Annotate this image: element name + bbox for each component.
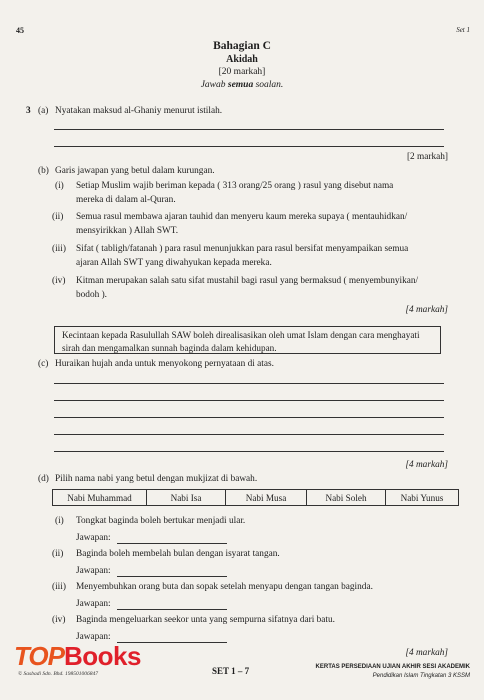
- answer-line[interactable]: [117, 543, 227, 544]
- q3b-item-line2: mereka di dalam al-Quran.: [76, 195, 176, 205]
- q3b-item-num: (i): [55, 181, 64, 191]
- q3b-item-line2: bodoh ).: [76, 290, 107, 300]
- q3b-item-line1: Semua rasul membawa ajaran tauhid dan menyeru kaum mereka supaya ( mentauhidkan/: [76, 212, 408, 222]
- q3d-item-text: Tongkat baginda boleh bertukar menjadi ular.: [76, 516, 246, 526]
- q3d-item-text: Baginda boleh membelah bulan dengan isyarat tangan.: [76, 549, 280, 559]
- set-label: Set 1: [456, 26, 470, 34]
- q3b-item-line1: Sifat ( tabligh/fatanah ) para rasul menunjukkan para rasul bersifat menyampaikan semua: [76, 244, 409, 254]
- q3a-text: Nyatakan maksud al-Ghaniy menurut istilah.: [55, 106, 223, 116]
- answer-line[interactable]: [117, 576, 227, 577]
- q3c-marks: [4 markah]: [405, 460, 448, 470]
- answer-line[interactable]: [54, 146, 444, 147]
- publisher-credit: © Sasbadi Sdn. Bhd. 198501006847: [18, 671, 98, 677]
- section-subtitle: Akidah: [226, 54, 258, 65]
- exam-subject: Pendidikan Islam Tingkatan 3 KSSM: [372, 673, 470, 679]
- exam-title: KERTAS PERSEDIAAN UJIAN AKHIR SESI AKADEMIK: [315, 664, 470, 670]
- answer-line[interactable]: [54, 400, 444, 401]
- answer-label: Jawapan:: [76, 533, 111, 543]
- answer-label: Jawapan:: [76, 566, 111, 576]
- q3b-text: Garis jawapan yang betul dalam kurungan.: [55, 166, 215, 176]
- q3d-item-num: (iii): [52, 582, 66, 592]
- section-title: Bahagian C: [213, 40, 271, 52]
- option-cell: Nabi Soleh: [307, 490, 386, 506]
- q3b-marks: [4 markah]: [405, 305, 448, 315]
- topbooks-logo: TOPBooks: [14, 641, 141, 671]
- answer-line[interactable]: [54, 417, 444, 418]
- q3b-item-num: (iii): [52, 244, 66, 254]
- q3b-label: (b): [38, 166, 49, 176]
- answer-line[interactable]: [54, 451, 444, 452]
- answer-line[interactable]: [54, 434, 444, 435]
- answer-line[interactable]: [54, 383, 444, 384]
- q3a-label: (a): [38, 106, 49, 116]
- q3d-item-text: Menyembuhkan orang buta dan sopak setelah menyapu dengan tangan baginda.: [76, 582, 373, 592]
- answer-label: Jawapan:: [76, 632, 111, 642]
- q3b-item-line2: mensyirikkan ) Allah SWT.: [76, 226, 179, 236]
- q3d-item-text: Baginda mengeluarkan seekor unta yang sempurna sifatnya dari batu.: [76, 615, 335, 625]
- q3d-item-num: (i): [55, 516, 64, 526]
- statement-box: Kecintaan kepada Rasulullah SAW boleh direalisasikan oleh umat Islam dengan cara menghayati sirah dan mengamalkan sunnah baginda dalam kehidupan.: [54, 326, 441, 354]
- q3d-marks: [4 markah]: [405, 648, 448, 658]
- q3c-text: Huraikan hujah anda untuk menyokong pernyataan di atas.: [55, 359, 274, 369]
- q3d-text: Pilih nama nabi yang betul dengan mukjizat di bawah.: [55, 474, 258, 484]
- q3b-item-num: (iv): [52, 276, 66, 286]
- prophet-options-table: [52, 489, 459, 506]
- option-cell: Nabi Isa: [147, 490, 226, 506]
- section-instruction: Jawab semua soalan.: [200, 80, 284, 90]
- q3b-item-line1: Kitman merupakan salah satu sifat mustahil bagi rasul yang bermaksud ( menyembunyikan/: [76, 276, 419, 286]
- answer-line[interactable]: [54, 129, 444, 130]
- q3d-item-num: (ii): [52, 549, 64, 559]
- page-number: 45: [16, 26, 24, 35]
- q3d-item-num: (iv): [52, 615, 66, 625]
- q3c-label: (c): [38, 359, 49, 369]
- q3b-item-num: (ii): [52, 212, 64, 222]
- q3a-marks: [2 markah]: [406, 152, 448, 162]
- option-cell: Nabi Musa: [226, 490, 307, 506]
- option-cell: Nabi Muhammad: [53, 490, 147, 506]
- question-number: 3: [26, 106, 31, 116]
- set-page-footer: SET 1 – 7: [212, 666, 250, 676]
- answer-label: Jawapan:: [76, 599, 111, 609]
- q3b-item-line1: Setiap Muslim wajib beriman kepada ( 313 orang/25 orang ) rasul yang disebut nama: [76, 181, 394, 191]
- option-cell: Nabi Yunus: [386, 490, 459, 506]
- q3b-item-line2: ajaran Allah SWT yang diwahyukan kepada mereka.: [76, 258, 272, 268]
- section-marks: [20 markah]: [218, 67, 266, 77]
- answer-line[interactable]: [117, 609, 227, 610]
- q3d-label: (d): [38, 474, 49, 484]
